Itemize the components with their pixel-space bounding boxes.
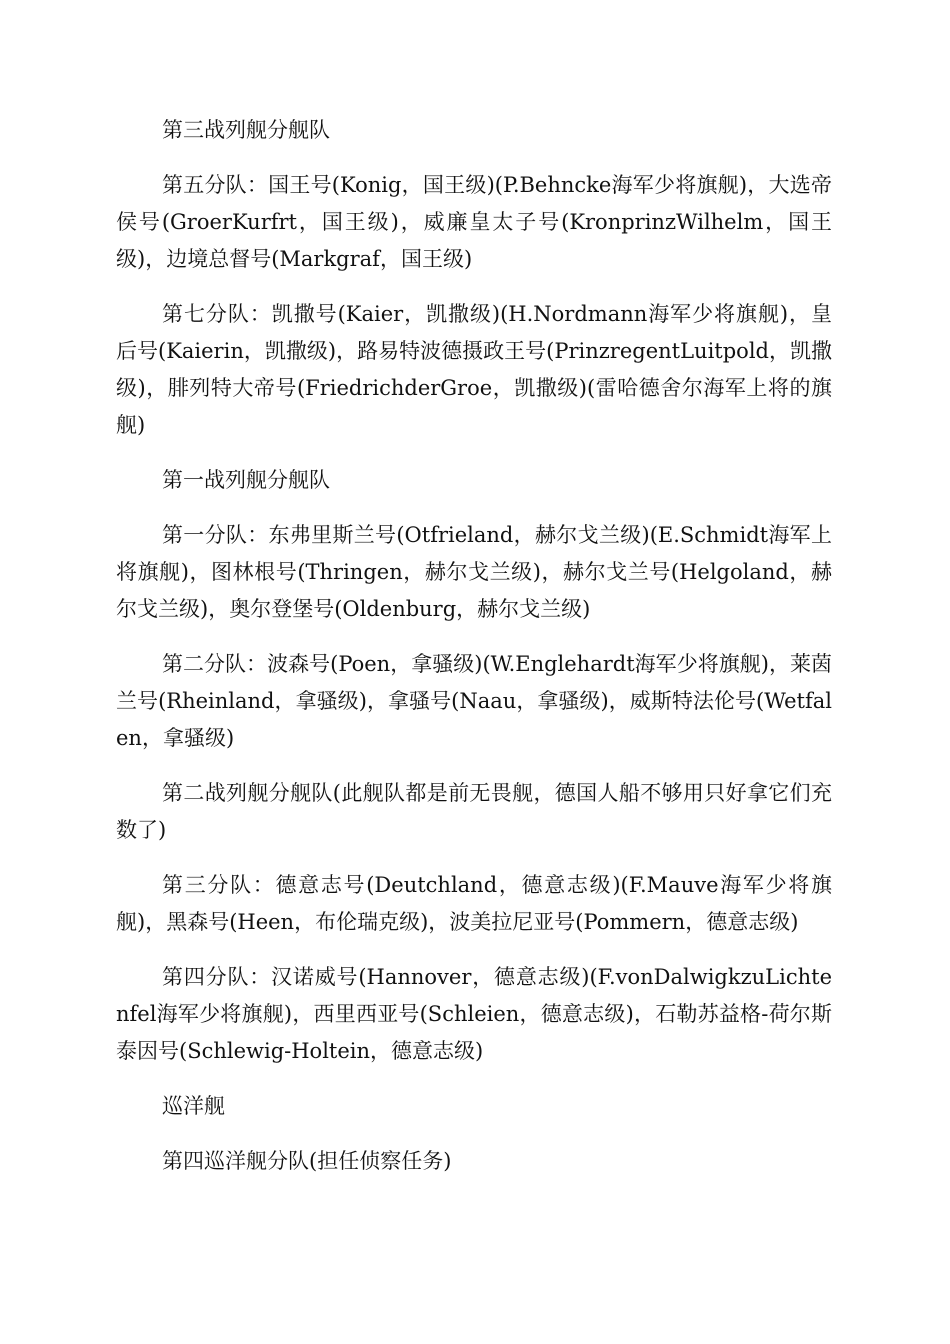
section-heading-first-battleship-squadron: 第一战列舰分舰队 [162,468,330,492]
paragraph-seventh-division: 第七分队：凯撒号(Kaier，凯撒级)(H.Nordmann海军少将旗舰)，皇后号(Kaierin，凯撒级)，路易特波德摄政王号(PrinzregentLuitpold，凯撒级)，腓列特大帝号(FriedrichderGroe，凯撒级)(雷哈德舍尔海军上将的旗舰) [116,302,832,437]
section-heading-fourth-cruiser-squadron: 第四巡洋舰分队(担任侦察任务) [162,1149,452,1173]
paragraph-second-division: 第二分队：波森号(Poen，拿骚级)(W.Englehardt海军少将旗舰)，莱茵兰号(Rheinland，拿骚级)，拿骚号(Naau，拿骚级)，威斯特法伦号(Wetfalen，拿骚级) [116,652,832,750]
document-body [116,112,832,1198]
paragraph-fifth-division: 第五分队：国王号(Konig，国王级)(P.Behncke海军少将旗舰)，大选帝侯号(GroerKurfrt，国王级)，威廉皇太子号(KronprinzWilhelm，国王级)，边境总督号(Markgraf，国王级) [116,173,832,271]
paragraph-third-division: 第三分队：德意志号(Deutchland，德意志级)(F.Mauve海军少将旗舰)，黑森号(Heen，布伦瑞克级)，波美拉尼亚号(Pommern，德意志级) [116,873,832,934]
paragraph-first-division: 第一分队：东弗里斯兰号(Otfrieland，赫尔戈兰级)(E.Schmidt海军上将旗舰)，图林根号(Thringen，赫尔戈兰级)，赫尔戈兰号(Helgoland，赫尔戈兰级)，奥尔登堡号(Oldenburg，赫尔戈兰级) [116,523,832,621]
section-heading-cruisers: 巡洋舰 [162,1094,225,1118]
section-heading-third-battleship-squadron: 第三战列舰分舰队 [162,118,330,142]
section-heading-second-battleship-squadron: 第二战列舰分舰队(此舰队都是前无畏舰，德国人船不够用只好拿它们充数了) [116,781,832,842]
paragraph-fourth-division: 第四分队：汉诺威号(Hannover，德意志级)(F.vonDalwigkzuLichtenfel海军少将旗舰)，西里西亚号(Schleien，德意志级)，石勒苏益格-荷尔斯泰因号(Schlewig-Holtein，德意志级) [116,965,832,1063]
